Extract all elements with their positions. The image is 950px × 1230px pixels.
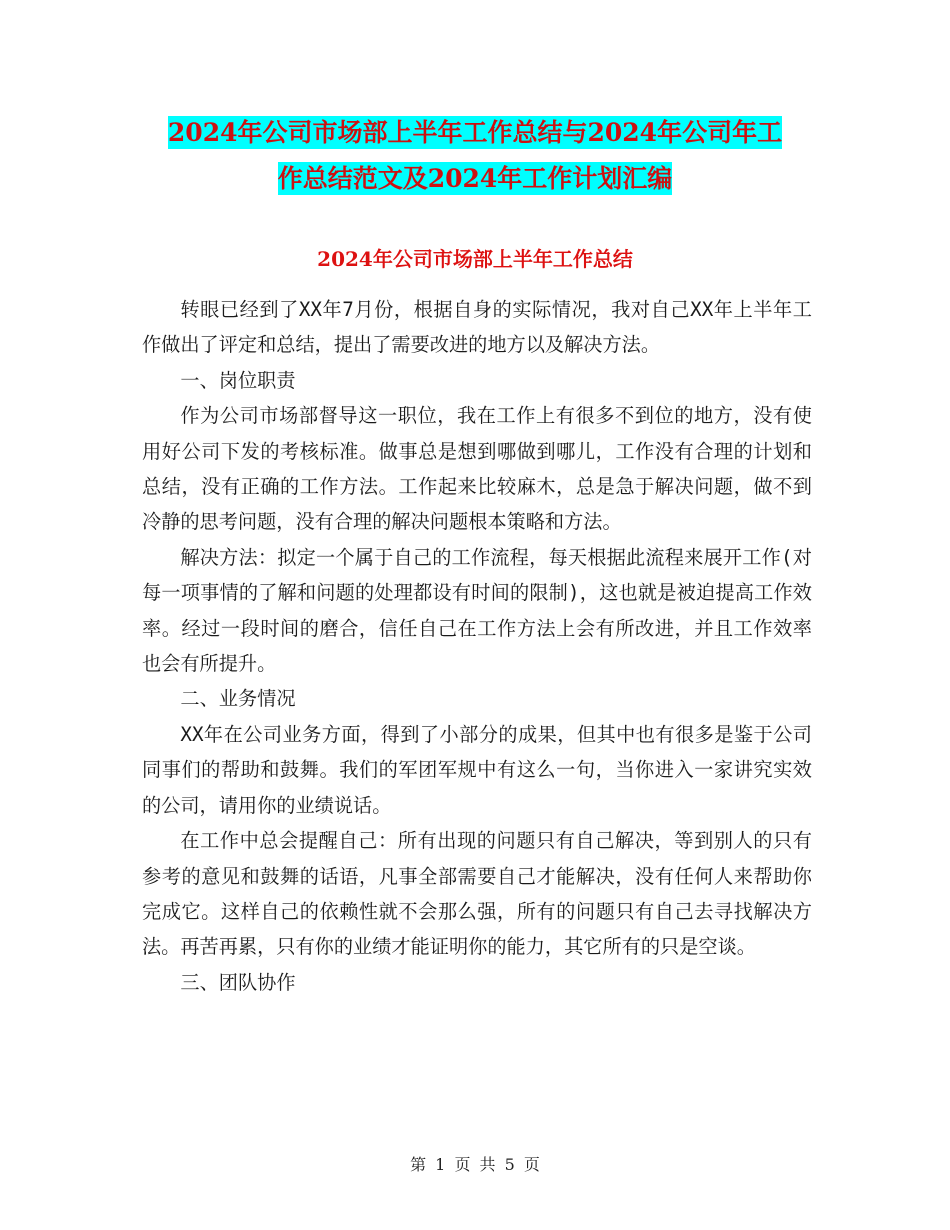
title-line-1: 2024年公司市场部上半年工作总结与2024年公司年工: [167, 118, 783, 147]
paragraph-solution: 解决方法：拟定一个属于自己的工作流程，每天根据此流程来展开工作(对每一项事情的了解和问题的处理都设有时间的限制)，这也就是被迫提高工作效率。经过一段时间的磨合，信任自己在工作方法上会有所改进，并且工作效率也会有所提升。: [142, 545, 812, 676]
paragraph-intro: 转眼已经到了XX年7月份，根据自身的实际情况，我对自己XX年上半年工作做出了评定和总结，提出了需要改进的地方以及解决方法。: [142, 298, 812, 357]
paragraph-business: XX年在公司业务方面，得到了小部分的成果，但其中也有很多是鉴于公司同事们的帮助和鼓舞。我们的军团军规中有这么一句，当你进入一家讲究实效的公司，请用你的业绩说话。: [142, 722, 812, 817]
page-footer: 第 1 页 共 5 页: [410, 1155, 540, 1174]
heading-job-duties: 一、岗位职责: [180, 368, 296, 392]
paragraph-job-duties: 作为公司市场部督导这一职位，我在工作上有很多不到位的地方，没有使用好公司下发的考核标准。做事总是想到哪做到哪儿，工作没有合理的计划和总结，没有正确的工作方法。工作起来比较麻木，总是急于解决问题，做不到冷静的思考问题，没有合理的解决问题根本策略和方法。: [142, 404, 812, 534]
document-title: [140, 110, 810, 202]
paragraph-self-reliance: 在工作中总会提醒自己：所有出现的问题只有自己解决，等到别人的只有参考的意见和鼓舞的话语，凡事全部需要自己才能解决，没有任何人来帮助你完成它。这样自己的依赖性就不会那么强，所有的问题只有自己去寻找解决方法。再苦再累，只有你的业绩才能证明你的能力，其它所有的只是空谈。: [142, 829, 812, 959]
section-title: 2024年公司市场部上半年工作总结: [317, 247, 633, 271]
document-body: [142, 292, 812, 1000]
heading-business: 二、业务情况: [180, 687, 296, 711]
heading-teamwork: 三、团队协作: [180, 970, 296, 994]
title-line-2: 作总结范文及2024年工作计划汇编: [277, 164, 673, 193]
